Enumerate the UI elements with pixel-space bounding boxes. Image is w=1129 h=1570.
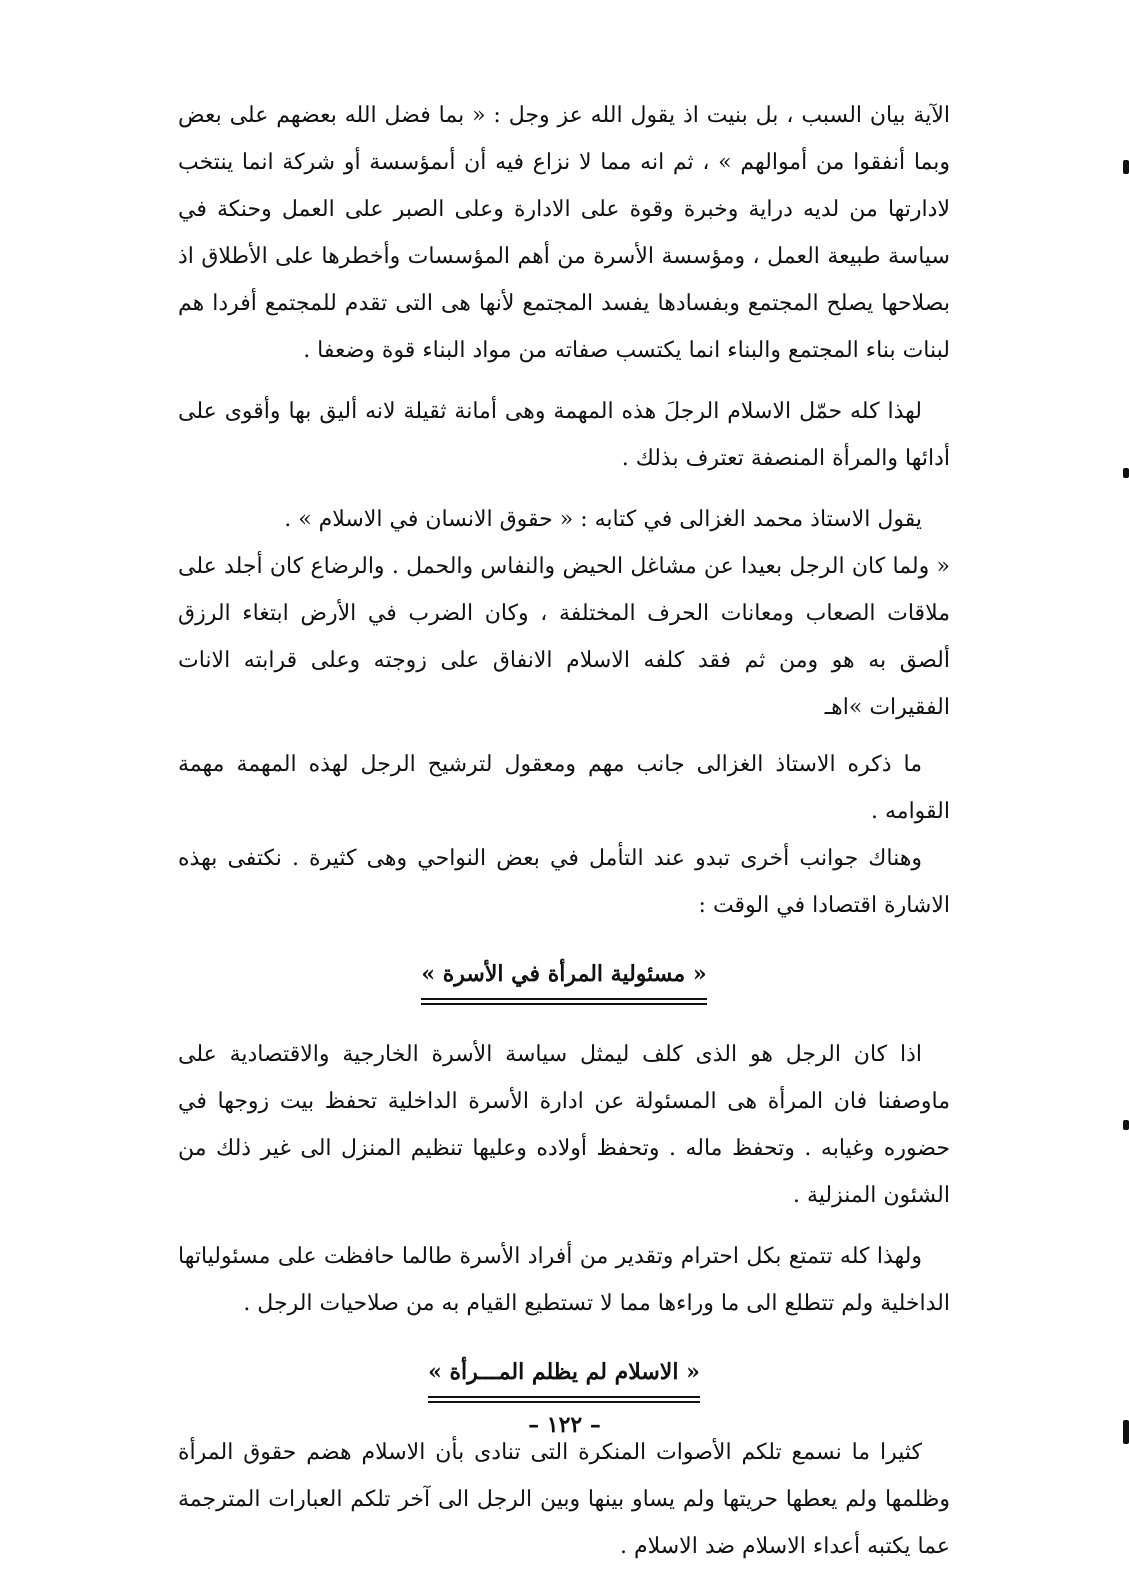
paragraph-ghazali-comment: ما ذكره الاستاذ الغزالى جانب مهم ومعقول لترشيح الرجل لهذه المهمة مهمة القوامه .: [178, 752, 950, 824]
section-heading-wrapper: [178, 951, 950, 1011]
paragraph-man-responsibility: لهذا كله حمّل الاسلام الرجلَ هذه المهمة وهى أمانة ثقيلة لانه أليق بها وأقوى على أدائها والمرأة المنصفة تعترف بذلك .: [178, 399, 950, 471]
paragraph-woman-respect: ولهذا كله تتمتع بكل احترام وتقدير من أفراد الأسرة طالما حافظت على مسئولياتها الداخلية ولم تتطلع الى ما وراءها مما لا تستطيع القيام به من صلاحيات الرجل .: [178, 1244, 950, 1316]
heading-double-underline: [421, 998, 706, 1005]
heading-double-underline: [428, 1396, 700, 1403]
paragraph-ghazali-quote: « ولما كان الرجل بعيدا عن مشاغل الحيض والنفاس والحمل . والرضاع كان أجلد على ملاقات الصعاب ومعانات الحرف المختلفة ، وكان الضرب في الأرض ابتغاء الرزق ألصق به هو ومن ثم فقد كلفه الاسلام الانفاق على زوجته وعلى قرابته الانات الفقيرات »اهـ: [178, 554, 950, 720]
heading-text: « الاسلام لم يظلم المـــرأة »: [428, 1359, 700, 1385]
binding-mark: [1123, 1120, 1129, 1130]
paragraph-woman-internal-role: اذا كان الرجل هو الذى كلف ليمثل سياسة الأسرة الخارجية والاقتصادية على ماوصفنا فان المرأة هى المسئولة عن ادارة الأسرة الداخلية تحفظ بيت زوجها في حضوره وغيابه . وتحفظ ماله . وتحفظ أولاده وعليها تنظيم المنزل الى غير ذلك من الشئون المنزلية .: [178, 1042, 950, 1208]
binding-mark: [1123, 160, 1129, 174]
binding-mark: [1123, 468, 1129, 478]
section-heading-woman-responsibility: [411, 954, 716, 1011]
section-heading-islam-not-unjust: [418, 1352, 710, 1409]
paragraph-voices-against-islam: كثيرا ما نسمع تلكم الأصوات المنكرة التى تنادى بأن الاسلام هضم حقوق المرأة وظلمها ولم يعطها حريتها ولم يساو بينها وبين الرجل الى آخر تلكم العبارات المترجمة عما يكتبه أعداء الاسلام ضد الاسلام .: [178, 1440, 950, 1559]
section-heading-wrapper: [178, 1349, 950, 1409]
paragraph-other-aspects: وهناك جوانب أخرى تبدو عند التأمل في بعض النواحي وهى كثيرة . نكتفى بهذه الاشارة اقتصادا في الوقت :: [178, 846, 950, 918]
body-text: [178, 92, 950, 1570]
page-number: – ١٢٢ –: [528, 1412, 601, 1438]
heading-text: « مسئولية المرأة في الأسرة »: [421, 961, 707, 987]
paragraph-cause-of-verse: الآية بيان السبب ، بل بنيت اذ يقول الله عز وجل : « بما فضل الله بعضهم على بعض وبما أنفقوا من أموالهم » ، ثم انه مما لا نزاع فيه أن أىمؤسسة أو شركة انما ينتخب لادارتها من لديه دراية وخبرة وقوة على الادارة وعلى الصبر على العمل وحنكة في سياسة طبيعة العمل ، ومؤسسة الأسرة من أهم المؤسسات وأخطرها على الأطلاق اذ بصلاحها يصلح المجتمع وبفسادها يفسد المجتمع لأنها هى التى تقدم للمجتمع أفردا هم لبنات بناء المجتمع والبناء انما يكتسب صفاته من مواد البناء قوة وضعفا .: [178, 103, 950, 363]
paragraph-ghazali-intro: يقول الاستاذ محمد الغزالى في كتابه : « حقوق الانسان في الاسلام » .: [284, 507, 922, 532]
